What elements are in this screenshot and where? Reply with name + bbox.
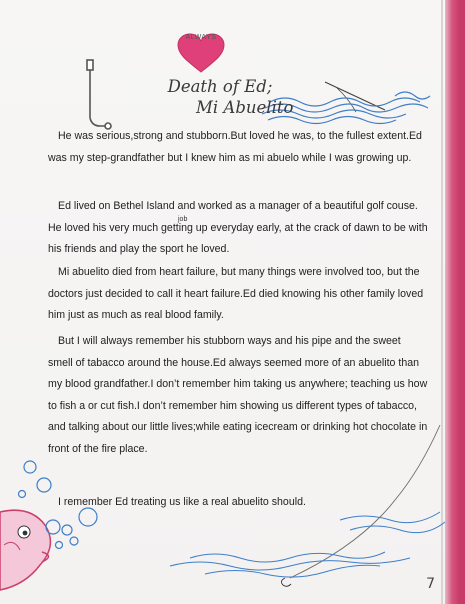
- page-title: [140, 76, 300, 118]
- fish-icon: [0, 510, 50, 590]
- heart-caption: ALWAYS: [185, 34, 217, 41]
- paragraph-5: [48, 492, 428, 514]
- paragraph-text: But I will always remember his stubborn ways and his pipe and the sweet smell of tabacco around the house.Ed always seemed more of an abuelito than my blood grandfather.I don’t remember him taking us anywhere; teaching us how to fish a or cut fish.I don’t remember him showing us different types of tabacco, and talking about our little lives;while eating icecream or drinking hot chocolate in front of the fire place.: [48, 335, 428, 455]
- paragraph-3: [48, 262, 428, 327]
- paragraph-text: Mi abuelito died from heart failure, but many things were involved too, but the doctors just decided to call it heart failure.Ed died knowing his other family loved him just as much as real blood family.: [48, 266, 424, 321]
- bottom-waves-icon: [170, 512, 445, 577]
- paragraph-4: [48, 331, 428, 460]
- paragraph-2: [48, 196, 428, 261]
- paragraph-text: He was serious,strong and stubborn.But loved he was, to the fullest extent.Ed was my step-grandfather but I knew him as mi abuelo while I was growing up.: [48, 130, 422, 164]
- title-line-2: Mi Abuelito: [196, 98, 294, 117]
- title-line-1: Death of Ed;: [167, 77, 273, 96]
- paragraph-text: I remember Ed treating us like a real abuelito should.: [58, 496, 306, 508]
- page-number: 7: [426, 576, 435, 592]
- golf-club-icon: [87, 60, 111, 129]
- paragraph-text: Ed lived on Bethel Island and worked as a manager of a beautiful golf couse. He loved his very much getting up everyday early, at the crack of dawn to be with his friends and play the sport he loved.: [48, 200, 428, 255]
- paragraph-1: [48, 126, 428, 169]
- insert-note: job: [178, 216, 188, 223]
